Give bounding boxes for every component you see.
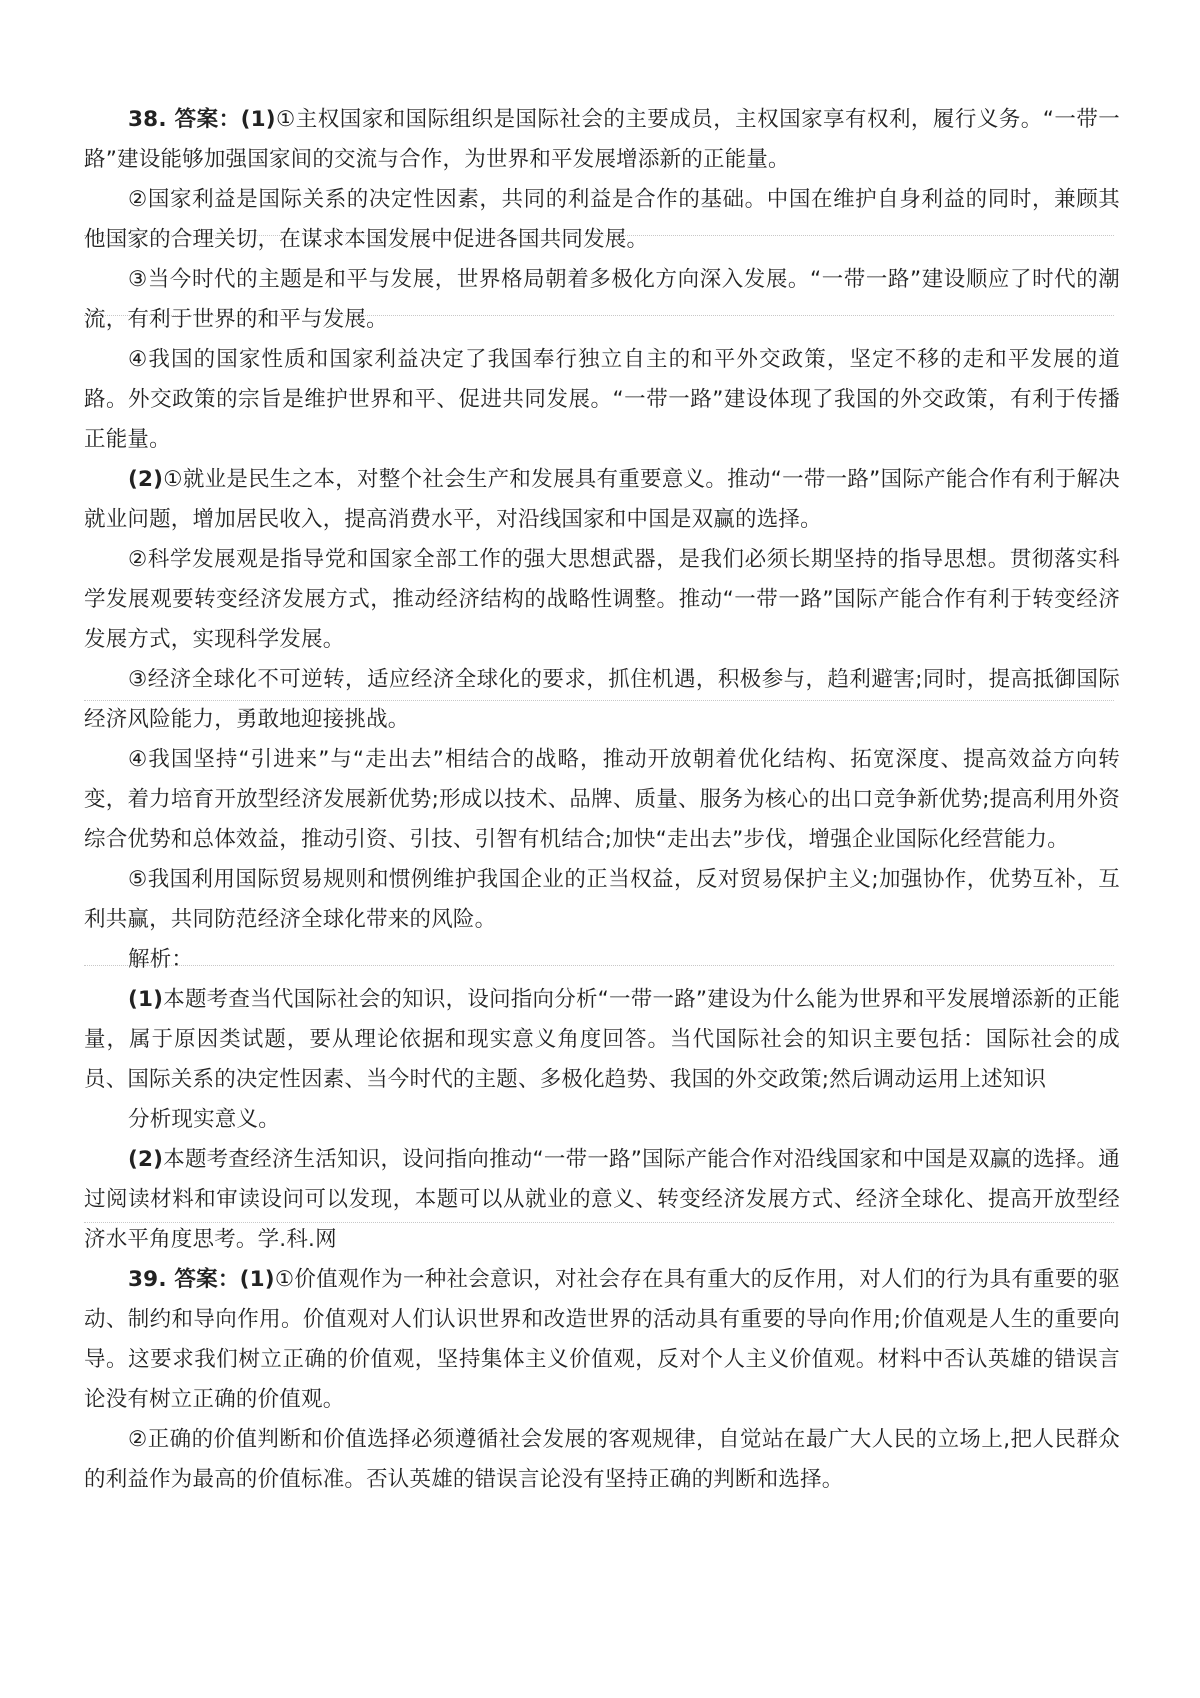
q39-part1-marker: (1) [239, 1267, 275, 1292]
q39-para-1 [84, 1260, 1120, 1420]
analysis-part2-marker: (2) [128, 1147, 164, 1172]
q38-para-8: ④我国坚持“引进来”与“走出去”相结合的战略，推动开放朝着优化结构、拓宽深度、提高效益方向转变，着力培育开放型经济发展新优势;形成以技术、品牌、质量、服务为核心的出口竞争新优势;提高利用外资综合优势和总体效益，推动引资、引技、引智有机结合;加快“走出去”步伐，增强企业国际化经营能力。 [84, 747, 1120, 852]
analysis-para-1 [84, 980, 1120, 1100]
q39-para-2: ②正确的价值判断和价值选择必须遵循社会发展的客观规律，自觉站在最广大人民的立场上,把人民群众的利益作为最高的价值标准。否认英雄的错误言论没有坚持正确的判断和选择。 [84, 1427, 1120, 1492]
analysis-label: 解析： [128, 947, 194, 972]
q38-para-5 [84, 460, 1120, 540]
q38-para-2: ②国家利益是国际关系的决定性因素，共同的利益是合作的基础。中国在维护自身利益的同时，兼顾其他国家的合理关切，在谋求本国发展中促进各国共同发展。 [84, 187, 1120, 252]
analysis-para-2-text: 本题考查经济生活知识，设问指向推动“一带一路”国际产能合作对沿线国家和中国是双赢的选择。通过阅读材料和审读设问可以发现，本题可以从就业的意义、转变经济发展方式、经济全球化、提高开放型经济水平角度思考。学.科.网 [84, 1147, 1120, 1252]
q38-para-3: ③当今时代的主题是和平与发展，世界格局朝着多极化方向深入发展。“一带一路”建设顺应了时代的潮流，有利于世界的和平与发展。 [84, 267, 1120, 332]
analysis-para-1b: 分析现实意义。 [128, 1107, 280, 1132]
analysis-para-1-text: 本题考查当代国际社会的知识，设问指向分析“一带一路”建设为什么能为世界和平发展增添新的正能量，属于原因类试题，要从理论依据和现实意义角度回答。当代国际社会的知识主要包括：国际社会的成员、国际关系的决定性因素、当今时代的主题、多极化趋势、我国的外交政策;然后调动运用上述知识 [84, 987, 1120, 1092]
q38-part1-marker: (1) [240, 107, 276, 132]
analysis-para-2 [84, 1140, 1120, 1260]
q38-part2-marker: (2) [128, 467, 164, 492]
q38-para-1 [84, 100, 1120, 180]
q38-para-9: ⑤我国利用国际贸易规则和惯例维护我国企业的正当权益，反对贸易保护主义;加强协作，优势互补，互利共赢，共同防范经济全球化带来的风险。 [84, 867, 1120, 932]
q38-para-1-text: ①主权国家和国际组织是国际社会的主要成员，主权国家享有权利，履行义务。“一带一路”建设能够加强国家间的交流与合作，为世界和平发展增添新的正能量。 [84, 107, 1120, 172]
answer-content [84, 100, 1120, 1500]
q38-para-7: ③经济全球化不可逆转，适应经济全球化的要求，抓住机遇，积极参与，趋利避害;同时，提高抵御国际经济风险能力，勇敢地迎接挑战。 [84, 667, 1120, 732]
analysis-part1-marker: (1) [128, 987, 164, 1012]
q39-para-1-text: ①价值观作为一种社会意识，对社会存在具有重大的反作用，对人们的行为具有重要的驱动、制约和导向作用。价值观对人们认识世界和改造世界的活动具有重要的导向作用;价值观是人生的重要向导。这要求我们树立正确的价值观，坚持集体主义价值观，反对个人主义价值观。材料中否认英雄的错误言论没有树立正确的价值观。 [84, 1267, 1120, 1412]
q39-label: 39. 答案： [128, 1267, 240, 1292]
q38-label: 38. 答案： [128, 107, 241, 132]
q38-para-6: ②科学发展观是指导党和国家全部工作的强大思想武器，是我们必须长期坚持的指导思想。贯彻落实科学发展观要转变经济发展方式，推动经济结构的战略性调整。推动“一带一路”国际产能合作有利于转变经济发展方式，实现科学发展。 [84, 547, 1120, 652]
q38-para-5-text: ①就业是民生之本，对整个社会生产和发展具有重要意义。推动“一带一路”国际产能合作有利于解决就业问题，增加居民收入，提高消费水平，对沿线国家和中国是双赢的选择。 [84, 467, 1120, 532]
q38-para-4: ④我国的国家性质和国家利益决定了我国奉行独立自主的和平外交政策，坚定不移的走和平发展的道路。外交政策的宗旨是维护世界和平、促进共同发展。“一带一路”建设体现了我国的外交政策，有利于传播正能量。 [84, 347, 1120, 452]
